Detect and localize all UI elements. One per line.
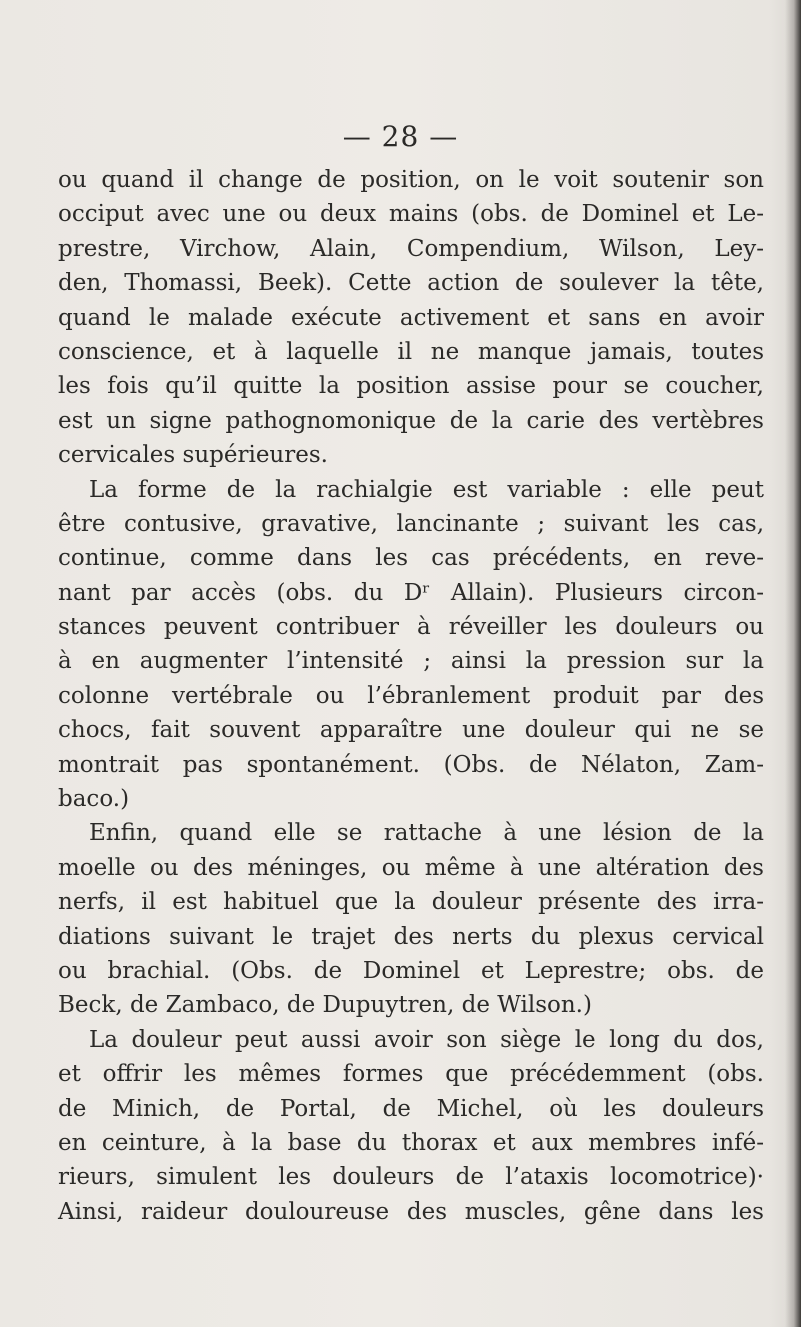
text-line: ou quand il change de position, on le voit soutenir son: [58, 167, 764, 193]
page-number: — 28 —: [342, 120, 459, 153]
page-edge-shadow: [785, 0, 801, 1327]
text-line: baco.): [58, 786, 130, 813]
text-line: est un signe pathognomonique de la carie des vertèbres: [58, 407, 764, 434]
text-line: être contusive, gravative, lancinante ; suivant les cas,: [58, 510, 764, 537]
text-line: Ainsi, raideur douloureuse des muscles, gêne dans les: [58, 1198, 764, 1225]
text-line: nerfs, il est habituel que la douleur présente des irra-: [58, 889, 764, 916]
text-line: colonne vertébrale ou l’ébranlement produit par des: [58, 682, 764, 709]
text-line: nant par accès (obs. du Dʳ Allain). Plusieurs circon-: [58, 579, 764, 606]
text-line: les fois qu’il quitte la position assise pour se coucher,: [58, 373, 764, 400]
text-line: Enfin, quand elle se rattache à une lésion de la: [89, 820, 764, 847]
text-line: continue, comme dans les cas précédents, en reve-: [58, 545, 764, 572]
text-line: den, Thomassi, Beek). Cette action de soulever la tête,: [58, 270, 764, 297]
text-line: en ceinture, à la base du thorax et aux membres infé-: [58, 1129, 764, 1156]
text-line: cervicales supérieures.: [58, 442, 328, 469]
text-line: à en augmenter l’intensité ; ainsi la pression sur la: [58, 648, 764, 675]
text-line: rieurs, simulent les douleurs de l’ataxis locomotrice)·: [58, 1164, 764, 1191]
text-line: conscience, et à laquelle il ne manque jamais, toutes: [58, 338, 764, 365]
text-line: occiput avec une ou deux mains (obs. de Dominel et Le-: [58, 201, 764, 228]
text-line: moelle ou des méninges, ou même à une altération des: [58, 854, 764, 881]
body-text: [58, 163, 764, 1229]
text-line: ou brachial. (Obs. de Dominel et Leprestre; obs. de: [58, 957, 764, 984]
text-line: La douleur peut aussi avoir son siège le long du dos,: [89, 1026, 764, 1053]
text-line: Beck, de Zambaco, de Dupuytren, de Wilson.): [58, 992, 592, 1019]
text-line: montrait pas spontanément. (Obs. de Nélaton, Zam-: [58, 751, 764, 778]
text-line: prestre, Virchow, Alain, Compendium, Wilson, Ley-: [58, 235, 764, 262]
text-line: de Minich, de Portal, de Michel, où les douleurs: [58, 1095, 764, 1122]
text-line: diations suivant le trajet des nerts du plexus cervical: [58, 923, 764, 950]
text-line: et offrir les mêmes formes que précédemment (obs.: [58, 1061, 764, 1088]
text-line: quand le malade exécute activement et sans en avoir: [58, 304, 764, 331]
text-line: La forme de la rachialgie est variable : elle peut: [89, 476, 764, 503]
text-line: stances peuvent contribuer à réveiller les douleurs ou: [58, 614, 764, 641]
text-line: chocs, fait souvent apparaître une douleur qui ne se: [58, 717, 764, 744]
